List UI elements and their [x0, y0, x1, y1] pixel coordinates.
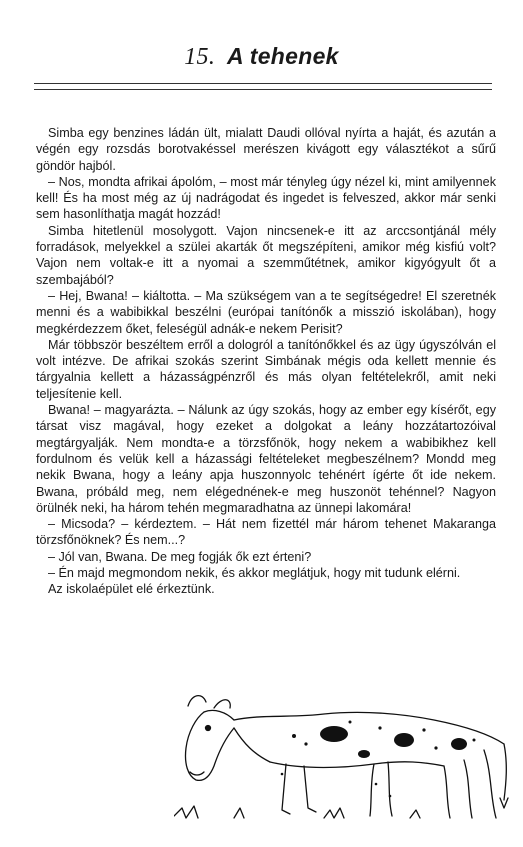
paragraph: Már többször beszéltem erről a dologról a tanítónőkkel és az ügy úgyszólván el volt intézve. De afrikai szokás szerint Simbának mégis oda kellett mennie és tárgyalnia kellett a házasságpénzről és más olyan feltételekről, amit neki teljesítenie kell. [36, 337, 496, 401]
chapter-body [36, 125, 496, 598]
chapter-title [0, 43, 523, 71]
paragraph: – Én majd megmondom nekik, és akkor meglátjuk, hogy mit tudunk elérni. [48, 566, 461, 581]
paragraph: Simba egy benzines ládán ült, mialatt Daudi ollóval nyírta a haját, és azután a végén egy rozsdás borotvakéssel merészen kivágott egy választékot a sűrű göndör hajból. [36, 126, 496, 173]
chapter-title-text: A tehenek [226, 43, 339, 69]
paragraph: – Hej, Bwana! – kiáltotta. – Ma szükségem van a te segítségedre! El szeretnék menni és a wabibikkal beszélni (európai tanítónők a misszió iskolában), hogy megkérdezzem őket, feleségül adnák-e nekem Perisit? [36, 288, 496, 336]
title-rule-bottom [34, 89, 492, 90]
paragraph: – Jól van, Bwana. De meg fogják ők ezt érteni? [48, 549, 312, 564]
paragraph: Az iskolaépület elé érkeztünk. [48, 582, 215, 597]
paragraph: Simba hitetlenül mosolygott. Vajon nincsenek-e itt az arccsontjánál mély forradások, melyekkel a szülei akarták őt megszépíteni, amikor még kisfiú volt? Vajon nem voltak-e itt a nyomai a szemműtétnek, amikor kigyógyult őt a szembajából? [36, 223, 496, 287]
chapter-number: 15. [184, 44, 216, 70]
title-rule-top [34, 83, 492, 84]
paragraph: Bwana! – magyarázta. – Nálunk az úgy szokás, hogy az ember egy kísérőt, egy társat visz magával, hogy ezeket a dolgokat a leány hozzátartozóival megtárgyalják. Nem mondta-e a törzsfőnök, hogy nekem a wabibikhez kell fordulnom és velük kell a házassági feltételeket megbeszélnem? Mondd meg nekik Bwana, hogy a leány apja huszonnyolc tehénért ígérte őt ide nekem. Bwana, próbáld meg, nem elégednének-e meg huszonöt tehénnel? Nagyon örülnék neki, ha három tehén megmaradhatna az ünnepi lakomára! [36, 403, 496, 515]
paragraph: – Nos, mondta afrikai ápolóm, – most már tényleg úgy nézel ki, mint amilyennek kell! És ha most még az új nadrágodat és ingedet is felveszed, akkor már senki sem hasonlíthatja magát hozzád! [36, 174, 496, 222]
paragraph: – Micsoda? – kérdeztem. – Hát nem fizettél már három tehenet Makaranga törzsfőnöknek? És nem...? [36, 517, 496, 548]
cattle-sketch-icon [174, 684, 523, 824]
